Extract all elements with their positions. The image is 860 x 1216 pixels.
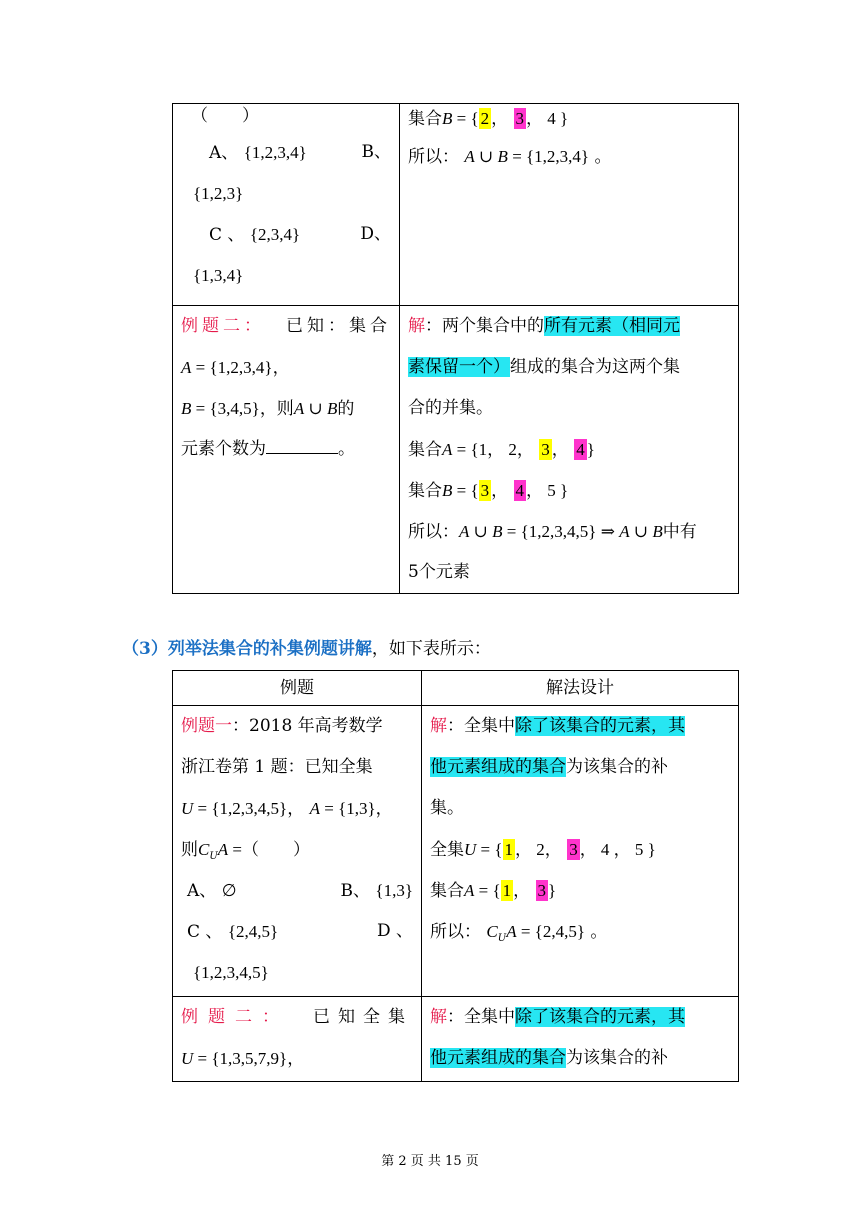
union-examples-table bbox=[172, 103, 739, 594]
complement-result-line: 所以： $C_UA = \{2,4,5\}$ 。 bbox=[430, 922, 608, 944]
question-line-2: 浙江卷第 1 题：已知全集 bbox=[181, 757, 373, 777]
solution-line-3: 集。 bbox=[430, 798, 464, 818]
universal-set-def: U = {1,3,5,7,9}， bbox=[181, 1049, 305, 1069]
answer-paren: （ ） bbox=[191, 106, 259, 126]
section-heading: （3）列举法集合的补集例题讲解，如下表所示： bbox=[122, 639, 491, 659]
set-b-line: 集合B = { 3 ， 4 ， 5 } bbox=[408, 481, 569, 501]
solution-line-1: 解：两个集合中的所有元素（相同元 bbox=[408, 316, 680, 336]
solution-line-2: 他元素组成的集合为该集合的补 bbox=[430, 1048, 668, 1068]
solution-cell bbox=[400, 306, 739, 594]
solution-line-1: 解：全集中除了该集合的元素，其 bbox=[430, 1007, 685, 1027]
table-row bbox=[173, 104, 739, 306]
solution-cell bbox=[400, 104, 739, 306]
set-a-def: A = {1,2,3,4}， bbox=[181, 358, 290, 378]
solution-line-1: 解：全集中除了该集合的元素，其 bbox=[430, 716, 685, 736]
solution-cell bbox=[422, 997, 739, 1082]
question-cell bbox=[173, 104, 400, 306]
union-result-line: 所以：A ∪ B = {1,2,3,4,5} ⇒ A ∪ B中有 bbox=[408, 522, 697, 542]
question-cell bbox=[173, 706, 422, 997]
example-title: 例题二 bbox=[181, 1007, 262, 1027]
universal-set-line: 全集U = { 1 ， 2， 3 ， 4 ， 5 } bbox=[430, 840, 656, 860]
complement-examples-table bbox=[172, 670, 739, 1082]
question-cell bbox=[173, 997, 422, 1082]
element-count-line: 5个元素 bbox=[408, 562, 470, 582]
example-one-header: 例题一：2018 年高考数学 bbox=[181, 716, 383, 736]
column-header-example: 例题 bbox=[173, 671, 422, 706]
set-b-def: B = {3,4,5}，则A ∪ B的 bbox=[181, 399, 355, 419]
set-a-line: 集合A = { 1 ， 3 } bbox=[430, 881, 557, 901]
option-a-b: A、 ∅ B、 {1,3} bbox=[187, 881, 413, 901]
table-header-row bbox=[173, 671, 739, 706]
option-c-d: C 、 {2,4,5} D 、 bbox=[187, 921, 413, 942]
example-title: 例题一 bbox=[181, 716, 232, 736]
union-result-line: 所以： A ∪ B = {1,2,3,4} 。 bbox=[408, 147, 612, 167]
set-a-line: 集合A = {1， 2， 3 ， 4 } bbox=[408, 440, 595, 460]
solution-cell bbox=[422, 706, 739, 997]
example-two-header: 例题二： 已知：集合 bbox=[181, 316, 391, 336]
option-c-d: C 、 {2,3,4} D、 bbox=[209, 224, 391, 245]
answer-blank[interactable] bbox=[266, 431, 338, 454]
example-title: 例题二 bbox=[181, 316, 244, 336]
highlight-concept: 除了该集合的元素，其 bbox=[515, 1007, 685, 1027]
set-b-line: 集合B = { 2 ， 3 ， 4 } bbox=[408, 109, 569, 129]
question-text: 元素个数为 。 bbox=[181, 429, 391, 470]
highlight-2: 2 bbox=[480, 109, 490, 128]
table-row bbox=[173, 706, 739, 997]
highlight-concept: 除了该集合的元素，其 bbox=[515, 716, 685, 736]
solution-line-2: 素保留一个）组成的集合为这两个集 bbox=[408, 357, 680, 377]
table-row bbox=[173, 306, 739, 594]
highlight-concept: 所有元素（相同元 bbox=[544, 316, 680, 336]
example-two-header: 例题二： 已知全集 bbox=[181, 1007, 413, 1027]
highlight-3: 3 bbox=[515, 109, 525, 128]
option-d-value: {1,2,3,4,5} bbox=[193, 963, 269, 982]
universal-set-def: U = {1,2,3,4,5}， A = {1,3}， bbox=[181, 799, 393, 819]
solution-line-3: 合的并集。 bbox=[408, 398, 493, 418]
complement-question: 则$C_UA$ =（ ） bbox=[181, 840, 311, 862]
table-row bbox=[173, 997, 739, 1082]
solution-line-2: 他元素组成的集合为该集合的补 bbox=[430, 757, 668, 777]
question-cell bbox=[173, 306, 400, 594]
option-d-value: {1,3,4} bbox=[193, 266, 244, 285]
option-b-value: {1,2,3} bbox=[193, 184, 244, 203]
page-footer: 第 2 页 共 15 页 bbox=[381, 1154, 479, 1169]
option-a-b: A、 {1,2,3,4} B、 bbox=[209, 142, 391, 163]
column-header-solution: 解法设计 bbox=[422, 671, 739, 706]
